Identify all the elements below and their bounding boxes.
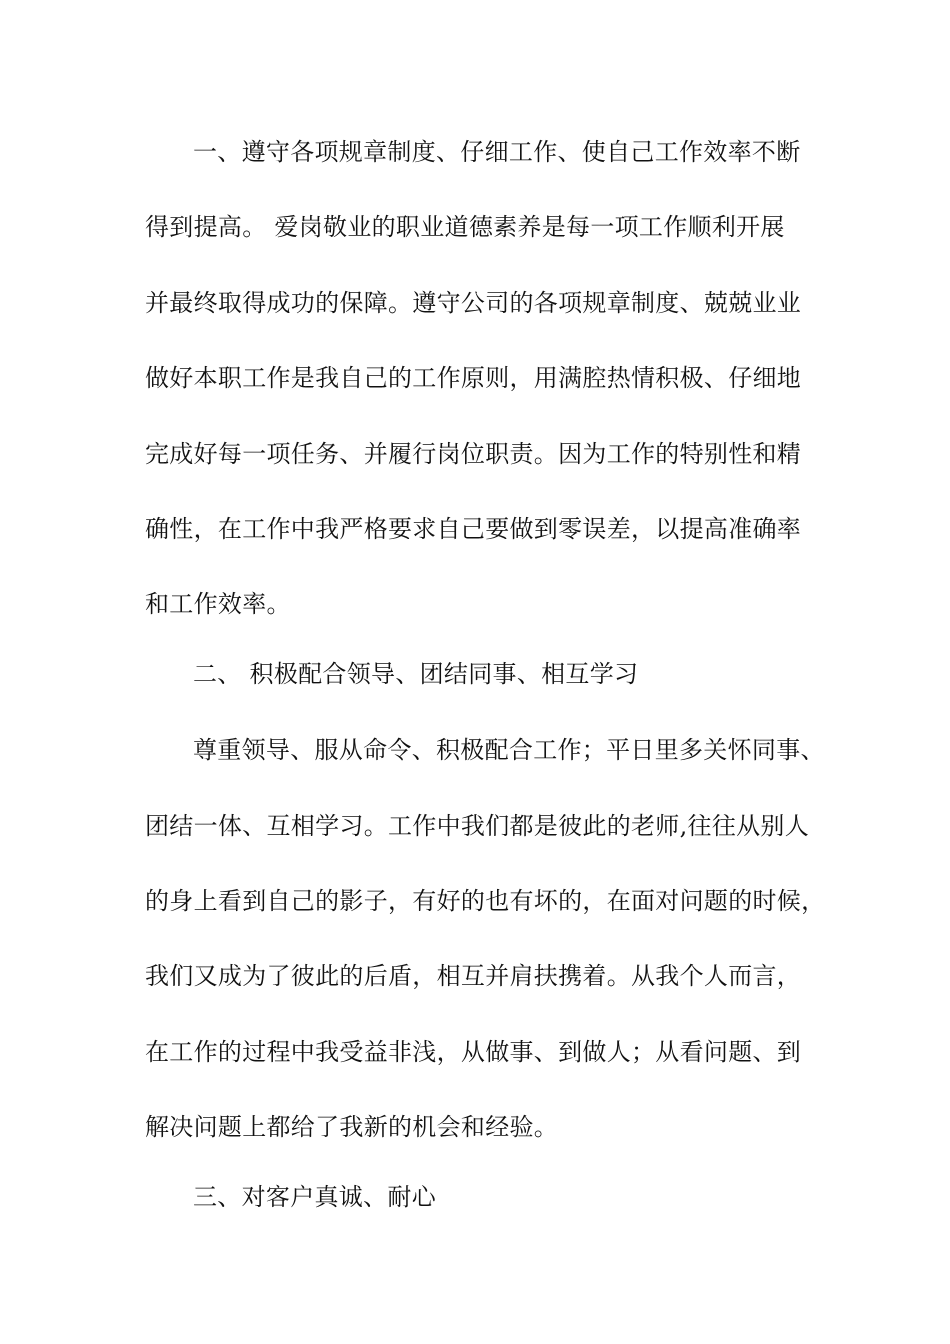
paragraph-line: 确性，在工作中我严格要求自己要做到零误差，以提高准确率 (145, 515, 802, 543)
paragraph-line: 解决问题上都给了我新的机会和经验。 (145, 1113, 559, 1141)
paragraph-line: 得到提高。 爱岗敬业的职业道德素养是每一项工作顺利开展 (145, 213, 785, 241)
section-heading-2: 二、 积极配合领导、团结同事、相互学习 (193, 660, 639, 688)
paragraph-line: 做好本职工作是我自己的工作原则，用满腔热情积极、仔细地 (145, 364, 802, 392)
paragraph-line: 我们又成为了彼此的后盾，相互并肩扶携着。从我个人而言， (145, 962, 802, 990)
section-heading-1: 一、遵守各项规章制度、仔细工作、使自己工作效率不断 (193, 138, 801, 166)
paragraph-line: 和工作效率。 (145, 590, 291, 618)
paragraph-line: 的身上看到自己的影子，有好的也有坏的，在面对问题的时候， (145, 887, 826, 915)
paragraph-line: 团结一体、互相学习。工作中我们都是彼此的老师,往往从别人 (145, 812, 810, 840)
paragraph-line: 并最终取得成功的保障。遵守公司的各项规章制度、兢兢业业 (145, 289, 802, 317)
section-heading-3: 三、对客户真诚、耐心 (193, 1183, 436, 1211)
paragraph-line: 在工作的过程中我受益非浅，从做事、到做人；从看问题、到 (145, 1038, 802, 1066)
paragraph-line: 完成好每一项任务、并履行岗位职责。因为工作的特别性和精 (145, 440, 802, 468)
paragraph-line: 尊重领导、服从命令、积极配合工作；平日里多关怀同事、 (193, 736, 825, 764)
